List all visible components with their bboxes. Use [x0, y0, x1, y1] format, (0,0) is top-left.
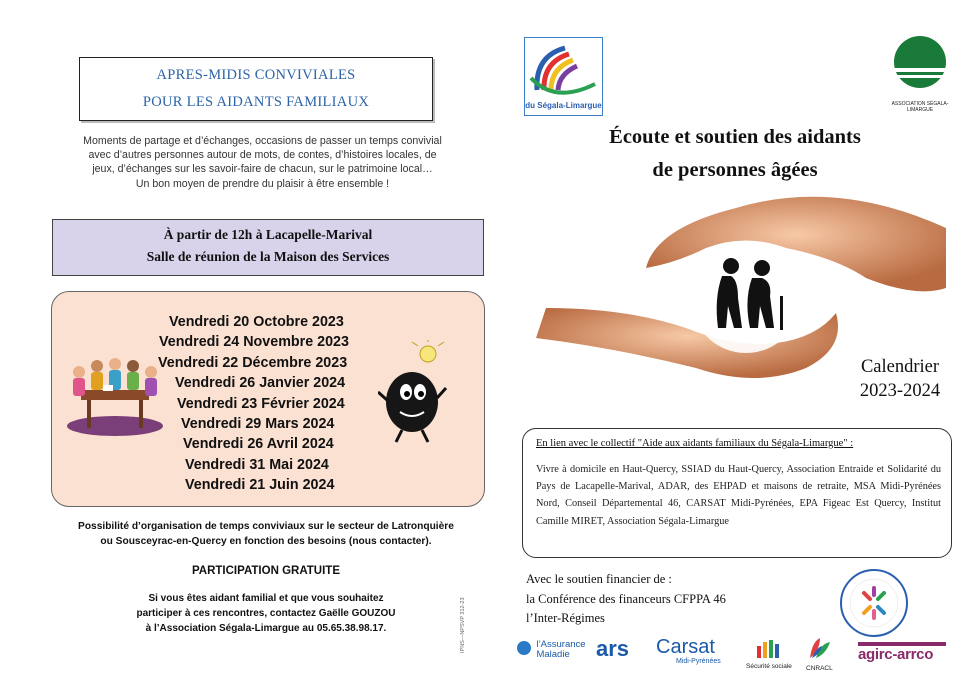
date-item: Vendredi 20 Octobre 2023 [169, 314, 344, 330]
contact-line: Si vous êtes aidant familial et que vous souhaitez [148, 593, 384, 604]
possibility-note [50, 520, 482, 549]
calendrier-line-1: Calendrier [860, 357, 940, 377]
secu-label: Sécurité sociale [746, 663, 792, 670]
contact-line: à l’Association Ségala-Limargue au 05.65.38.98.17. [145, 623, 387, 634]
venue-line-1: À partir de 12h à Lacapelle-Marival [163, 227, 373, 242]
carsat-logo [656, 636, 721, 665]
title-line-2: POUR LES AIDANTS FAMILIAUX [142, 94, 370, 110]
ars-logo: ars [596, 636, 630, 661]
main-title-line-2: de personnes âgées [652, 159, 818, 181]
cnracl-logo [806, 636, 833, 672]
possib-line: ou Sousceyrac-en-Quercy en fonction des besoins (nous contacter). [100, 535, 432, 547]
financial-support [526, 570, 726, 629]
conference-financeurs-logo [839, 568, 909, 638]
cnracl-label: CNRACL [806, 665, 833, 672]
calendrier-line-2: 2023-2024 [859, 381, 941, 401]
partners-heading: En lien avec le collectif "Aide aux aidants familiaux du Ségala-Limargue" : [536, 438, 854, 449]
venue-line-2: Salle de réunion de la Maison des Services [146, 249, 390, 264]
partners-list: Vivre à domicile en Haut-Quercy, SSIAD du Haut-Quercy, Association Entraide et Solidarité du Pays de Lacapelle-Marival, ADAR, des EHPAD et maisons de retraite, MSA Midi-Pyrénées Nord, Conseil Départemental 46, CARSAT Midi-Pyrénées, EPA Figeac Est Quercy, Institut Camille MIRET, Association Ségala-Limargue [536, 464, 941, 527]
contact-info [60, 591, 472, 636]
date-item: Vendredi 29 Mars 2024 [181, 416, 335, 433]
date-item: Vendredi 22 Décembre 2023 [158, 354, 348, 371]
leaf-icon [806, 636, 832, 660]
rainbow-icon [525, 38, 602, 100]
intro-line: Un bon moyen de prendre du plaisir à être ensemble ! [135, 177, 390, 190]
date-item: Vendredi 23 Février 2024 [177, 395, 345, 412]
intro-line: jeux, d’échanges sur les savoir-faire de chacun, sur le patrimoine local… [92, 163, 433, 176]
main-title [560, 121, 910, 187]
people-icon [755, 638, 783, 658]
intro-text [40, 134, 485, 191]
assurance-line-2: Maladie [536, 649, 570, 660]
date-item: Vendredi 24 Novembre 2023 [159, 334, 349, 351]
soutien-line: la Conférence des financeurs CFPPA 46 [526, 591, 726, 606]
carsat-sub: Midi-Pyrénées [676, 658, 721, 665]
association-logo [885, 34, 955, 114]
print-reference: IPNS—NPSVP 312-23 [460, 597, 466, 653]
segala-logo-text: du Ségala-Limargue [525, 101, 602, 110]
carsat-name: Carsat [656, 636, 715, 658]
intro-line: avec d’autres personnes autour de mots, de contes, d’histoires locales, de [88, 149, 437, 162]
date-item: Vendredi 31 Mai 2024 [185, 456, 329, 473]
tree-icon [885, 34, 955, 96]
securite-sociale-logo [746, 638, 792, 670]
assurance-icon [516, 640, 532, 656]
date-item: Vendredi 21 Juin 2024 [185, 477, 335, 494]
soutien-line: Avec le soutien financier de : [526, 572, 672, 586]
dates-list [150, 312, 390, 496]
date-item: Vendredi 26 Avril 2024 [183, 436, 334, 453]
venue-box [52, 219, 484, 276]
agirc-arrco-logo [858, 642, 946, 663]
assurance-line-1: l’Assurance [536, 639, 586, 650]
intro-line: Moments de partage et d’échanges, occasions de passer un temps convivial [83, 135, 442, 147]
calendrier-label [845, 355, 955, 403]
partner-logos [516, 636, 956, 680]
main-title-line-1: Écoute et soutien des aidants [609, 126, 861, 148]
contact-line: participer à ces rencontres, contactez Gaëlle GOUZOU [136, 608, 396, 619]
title-box [79, 57, 433, 121]
assurance-maladie-logo [516, 640, 586, 662]
possib-line: Possibilité d’organisation de temps conviviaux sur le secteur de Latronquière [78, 521, 454, 532]
segala-collectif-logo [524, 37, 603, 116]
agirc-label: agirc-arrco [858, 646, 934, 663]
title-line-1: APRES-MIDIS CONVIVIALES [156, 67, 356, 83]
date-item: Vendredi 26 Janvier 2024 [175, 375, 346, 392]
association-logo-text: ASSOCIATION SÉGALA-LIMARGUE [891, 101, 949, 113]
participation-gratuite: PARTICIPATION GRATUITE [191, 565, 340, 577]
soutien-line: l’Inter-Régimes [526, 611, 605, 625]
